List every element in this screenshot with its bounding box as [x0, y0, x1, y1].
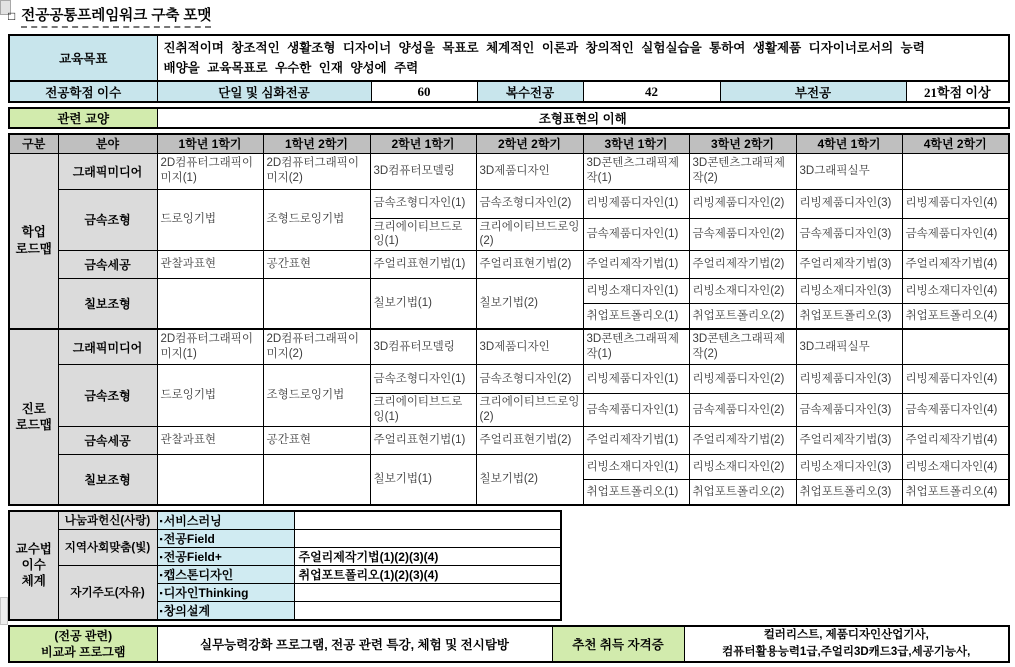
course-cell: 2D컴퓨터그래픽이미지(2): [263, 153, 370, 189]
course-cell: 주얼리제작기법(2): [689, 251, 796, 279]
course-cell: 2D컴퓨터그래픽이미지(1): [157, 153, 263, 189]
course-cell: 취업포트폴리오(2): [689, 480, 796, 505]
course-cell: 금속제품디자인(3): [796, 394, 902, 427]
column-header: 3학년 2학기: [689, 134, 796, 153]
course-cell: 칠보기법(1): [370, 455, 476, 505]
course-cell: 공간표현: [263, 251, 370, 279]
course-cell: 리빙소재디자인(1): [583, 279, 689, 304]
teaching-group-label: 자기주도(자유): [58, 565, 157, 620]
course-cell: 3D컴퓨터모델링: [370, 329, 476, 365]
roadmap-field-label: 그래픽미디어: [58, 153, 157, 189]
course-cell: 취업포트폴리오(1): [583, 480, 689, 505]
certificates-line-1: 컬러리스트, 제품디자인산업기사,: [763, 629, 929, 642]
bullet-square-icon: ▪: [159, 533, 163, 544]
course-cell: 리빙제품디자인(3): [796, 365, 902, 394]
certificates-list: [684, 626, 1009, 662]
course-cell: 칠보기법(2): [476, 455, 583, 505]
course-cell: 리빙제품디자인(1): [583, 365, 689, 394]
teaching-group-label: 지역사회맞춤(빛): [58, 529, 157, 565]
teaching-system-label: 교수법 이수 체계: [9, 511, 58, 620]
course-cell: [263, 279, 370, 329]
course-cell: 취업포트폴리오(4): [902, 480, 1009, 505]
course-cell: 2D컴퓨터그래픽이미지(1): [157, 329, 263, 365]
education-goals-table: [8, 34, 1010, 103]
course-cell: 크리에이티브드로잉(2): [476, 394, 583, 427]
course-cell: 주얼리제작기법(3): [796, 251, 902, 279]
course-cell: 2D컴퓨터그래픽이미지(2): [263, 329, 370, 365]
course-cell: 크리에이티브드로잉(2): [476, 218, 583, 251]
curriculum-roadmap-table: [8, 133, 1010, 506]
course-cell: 3D콘텐츠그래픽제작(2): [689, 153, 796, 189]
course-cell: 칠보기법(1): [370, 279, 476, 329]
course-cell: [157, 455, 263, 505]
single-major-credits: 60: [371, 81, 477, 102]
teaching-item-cell: [157, 511, 294, 530]
course-cell: 리빙소재디자인(1): [583, 455, 689, 480]
goal-line-2: 배양을 교육목표로 우수한 인재 양성에 주력: [163, 61, 419, 75]
course-cell: 리빙소재디자인(3): [796, 279, 902, 304]
course-cell: 리빙제품디자인(2): [689, 365, 796, 394]
teaching-item-note: [294, 601, 561, 620]
column-header: 4학년 2학기: [902, 134, 1009, 153]
course-cell: 크리에이티브드로잉(1): [370, 218, 476, 251]
roadmap-field-label: 칠보조형: [58, 455, 157, 505]
course-cell: 주얼리제작기법(2): [689, 427, 796, 455]
course-cell: 칠보기법(2): [476, 279, 583, 329]
column-header: 구분: [9, 134, 58, 153]
course-cell: 금속제품디자인(1): [583, 218, 689, 251]
course-cell: 3D그래픽실무: [796, 153, 902, 189]
course-cell: 3D콘텐츠그래픽제작(1): [583, 153, 689, 189]
column-header: 2학년 2학기: [476, 134, 583, 153]
minor-label: 부전공: [720, 81, 906, 102]
course-cell: 취업포트폴리오(2): [689, 304, 796, 329]
roadmap-field-label: 칠보조형: [58, 279, 157, 329]
teaching-item-cell: [157, 529, 294, 547]
roadmap-field-label: 그래픽미디어: [58, 329, 157, 365]
bullet-square-icon: ▪: [159, 569, 163, 580]
course-cell: 금속조형디자인(2): [476, 365, 583, 394]
teaching-method-table: [8, 510, 562, 621]
course-cell: 주얼리제작기법(1): [583, 427, 689, 455]
column-header: 1학년 2학기: [263, 134, 370, 153]
liberal-arts-label: 관련 교양: [9, 108, 157, 128]
teaching-group-label: 나눔과헌신(사랑): [58, 511, 157, 530]
course-cell: 리빙제품디자인(2): [689, 189, 796, 218]
course-cell: 취업포트폴리오(3): [796, 304, 902, 329]
course-cell: 리빙소재디자인(2): [689, 455, 796, 480]
teaching-item-note: [294, 529, 561, 547]
course-cell: 주얼리표현기법(2): [476, 427, 583, 455]
extracurricular-programs: 실무능력강화 프로그램, 전공 관련 특강, 체험 및 전시탐방: [157, 626, 552, 662]
course-cell: [902, 153, 1009, 189]
course-cell: 주얼리제작기법(3): [796, 427, 902, 455]
course-cell: 금속제품디자인(2): [689, 394, 796, 427]
roadmap-field-label: 금속세공: [58, 427, 157, 455]
course-cell: 금속제품디자인(4): [902, 218, 1009, 251]
teaching-item-label: 서비스러닝: [163, 513, 222, 528]
teaching-item-note: 주얼리제작기법(1)(2)(3)(4): [294, 547, 561, 565]
liberal-arts-value: 조형표현의 이해: [157, 108, 1009, 128]
certificates-line-2: 컴퓨터활용능력1급,주얼리3D캐드3급,세공기능사,: [722, 645, 971, 658]
column-header: 4학년 1학기: [796, 134, 902, 153]
roadmap-section-label: 학업 로드맵: [9, 153, 58, 329]
goal-line-1: 진취적이며 창조적인 생활조형 디자이너 양성을 목표로 체계적인 이론과 창의적인 실험실습을 통하여 생활제품 디자이너로서의 능력: [163, 41, 925, 55]
course-cell: 리빙제품디자인(4): [902, 189, 1009, 218]
course-cell: 금속제품디자인(3): [796, 218, 902, 251]
double-major-credits: 42: [583, 81, 720, 102]
bullet-square-icon: ▪: [159, 551, 163, 562]
course-cell: [902, 329, 1009, 365]
course-cell: 리빙소재디자인(4): [902, 455, 1009, 480]
course-cell: 금속조형디자인(1): [370, 189, 476, 218]
document-title: [8, 4, 1008, 28]
education-goal-label: 교육목표: [9, 35, 157, 81]
teaching-item-note: [294, 583, 561, 601]
roadmap-field-label: 금속조형: [58, 365, 157, 427]
certificates-label: 추천 취득 자격증: [552, 626, 684, 662]
teaching-item-label: 창의설계: [163, 603, 211, 618]
course-cell: 주얼리제작기법(4): [902, 427, 1009, 455]
teaching-item-cell: [157, 583, 294, 601]
course-cell: 3D콘텐츠그래픽제작(2): [689, 329, 796, 365]
course-cell: 주얼리표현기법(1): [370, 427, 476, 455]
course-cell: 금속조형디자인(1): [370, 365, 476, 394]
course-cell: 3D제품디자인: [476, 153, 583, 189]
liberal-arts-table: [8, 107, 1010, 129]
course-cell: 3D컴퓨터모델링: [370, 153, 476, 189]
course-cell: 조형드로잉기법: [263, 365, 370, 427]
education-goal-text: [157, 35, 1009, 81]
single-major-label: 단일 및 심화전공: [157, 81, 371, 102]
course-cell: 드로잉기법: [157, 365, 263, 427]
double-major-label: 복수전공: [477, 81, 583, 102]
column-header: 분야: [58, 134, 157, 153]
teaching-item-cell: [157, 547, 294, 565]
course-cell: 금속제품디자인(4): [902, 394, 1009, 427]
course-cell: 취업포트폴리오(1): [583, 304, 689, 329]
teaching-item-cell: [157, 601, 294, 620]
course-cell: 취업포트폴리오(4): [902, 304, 1009, 329]
course-cell: 주얼리표현기법(2): [476, 251, 583, 279]
title-text: 전공공통프레임워크 구축 포맷: [21, 4, 211, 28]
course-cell: 조형드로잉기법: [263, 189, 370, 251]
course-cell: [263, 455, 370, 505]
course-cell: 취업포트폴리오(3): [796, 480, 902, 505]
roadmap-header-row: [9, 134, 1009, 153]
roadmap-section-label: 진로 로드맵: [9, 329, 58, 505]
extracurricular-label-line-1: (전공 관련): [54, 628, 113, 643]
course-cell: 주얼리표현기법(1): [370, 251, 476, 279]
bullet-square-icon: ▪: [159, 515, 163, 526]
extracurricular-table: [8, 625, 1010, 663]
column-header: 3학년 1학기: [583, 134, 689, 153]
course-cell: 3D그래픽실무: [796, 329, 902, 365]
bullet-square-icon: ▪: [159, 587, 163, 598]
course-cell: 리빙소재디자인(4): [902, 279, 1009, 304]
course-cell: 드로잉기법: [157, 189, 263, 251]
course-cell: 리빙소재디자인(3): [796, 455, 902, 480]
course-cell: [157, 279, 263, 329]
column-header: 1학년 1학기: [157, 134, 263, 153]
scrollbar-artifact: [0, 597, 8, 625]
extracurricular-label-line-2: 비교과 프로그램: [41, 644, 126, 659]
teaching-item-note: 취업포트폴리오(1)(2)(3)(4): [294, 565, 561, 583]
course-cell: 리빙제품디자인(1): [583, 189, 689, 218]
course-cell: 리빙제품디자인(3): [796, 189, 902, 218]
bullet-square-icon: ▪: [159, 605, 163, 616]
teaching-item-note: [294, 511, 561, 530]
teaching-item-label: 전공Field+: [163, 549, 222, 564]
teaching-item-label: 전공Field: [163, 531, 215, 546]
document-page: [8, 3, 1008, 667]
course-cell: 금속제품디자인(1): [583, 394, 689, 427]
course-cell: 리빙소재디자인(2): [689, 279, 796, 304]
teaching-item-label: 디자인Thinking: [163, 585, 249, 600]
course-cell: 주얼리제작기법(1): [583, 251, 689, 279]
title-square-icon: □: [8, 9, 16, 23]
teaching-item-label: 캡스톤디자인: [163, 567, 234, 582]
credit-completion-label: 전공학점 이수: [9, 81, 157, 102]
minor-credits: 21학점 이상: [906, 81, 1009, 102]
course-cell: 금속조형디자인(2): [476, 189, 583, 218]
course-cell: 관찰과표현: [157, 251, 263, 279]
extracurricular-label: [9, 626, 157, 662]
teaching-item-cell: [157, 565, 294, 583]
course-cell: 3D제품디자인: [476, 329, 583, 365]
course-cell: 금속제품디자인(2): [689, 218, 796, 251]
course-cell: 크리에이티브드로잉(1): [370, 394, 476, 427]
column-header: 2학년 1학기: [370, 134, 476, 153]
course-cell: 공간표현: [263, 427, 370, 455]
roadmap-field-label: 금속세공: [58, 251, 157, 279]
course-cell: 관찰과표현: [157, 427, 263, 455]
roadmap-field-label: 금속조형: [58, 189, 157, 251]
course-cell: 주얼리제작기법(4): [902, 251, 1009, 279]
course-cell: 3D콘텐츠그래픽제작(1): [583, 329, 689, 365]
course-cell: 리빙제품디자인(4): [902, 365, 1009, 394]
